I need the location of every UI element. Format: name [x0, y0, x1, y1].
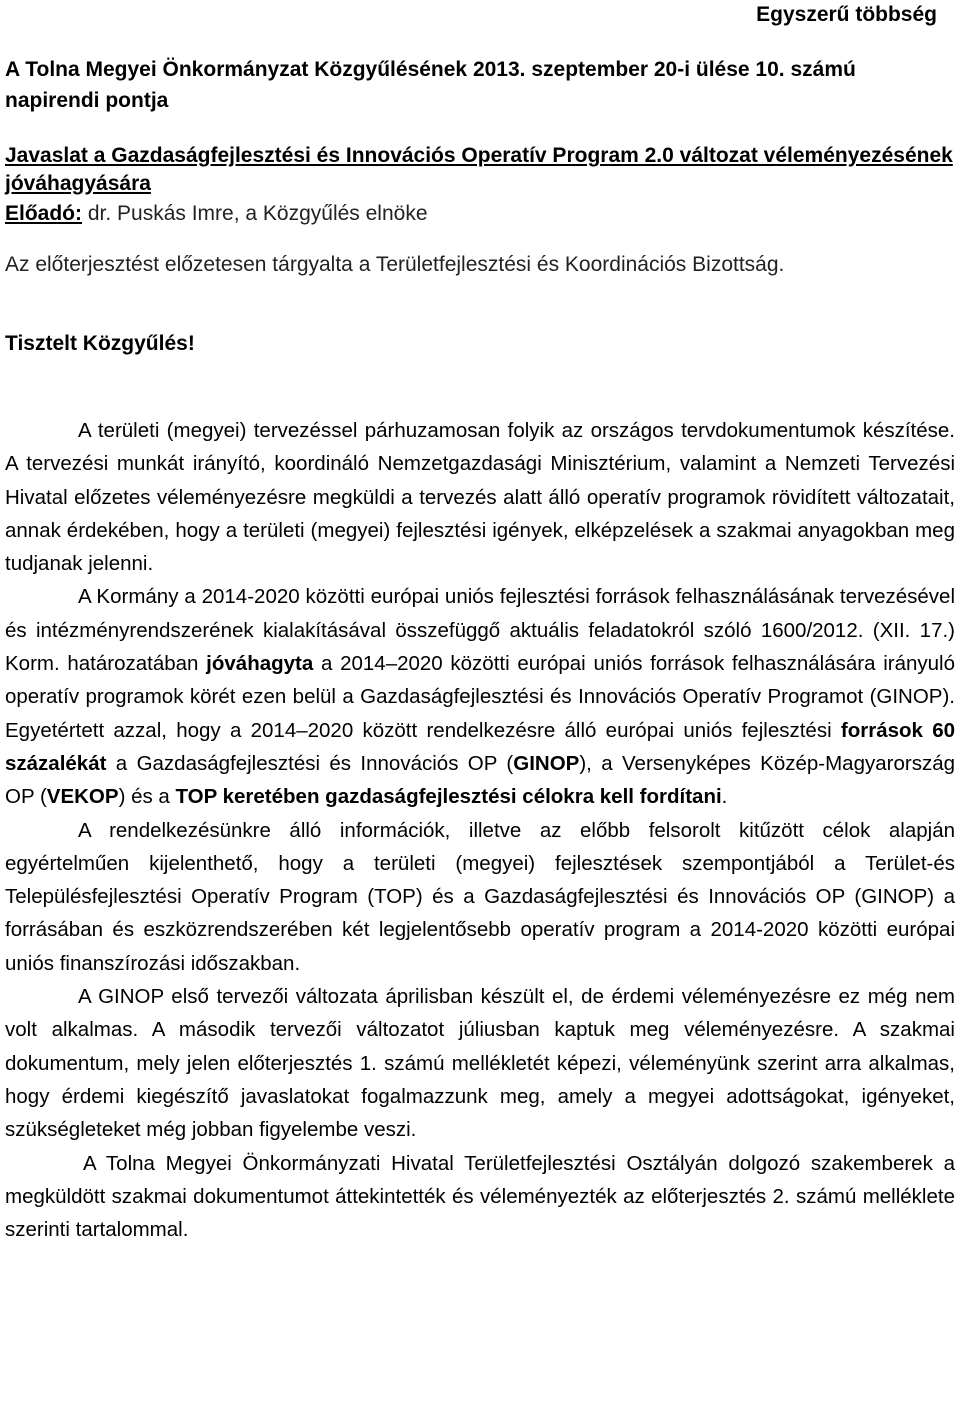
p2-text-c: a 2014–2020 közötti európai uniós források felhasználására irányuló operatív programok körét ezen belül a Gazdaságfejlesztési és Innovációs Operatív Programot (GINOP). Egyetértett azzal, hogy a 2014–2020 között rendelkezésre álló európai uniós fejlesztési — [5, 652, 955, 742]
p2-text-a: A Kormány a 2014-2020 közötti európai uniós fejlesztési források felhasználásának tervezésével és intézményrendszerének kialakításával összefüggő aktuális feladatokról szóló 1600/2012. (XII. 17.) Korm. határozatában — [5, 585, 955, 676]
p2-text-e: a Gazdaságfejlesztési és Innovációs OP ( — [106, 751, 514, 775]
p2-text-k: . — [721, 785, 728, 809]
p2-bold-approved: jóváhagyta — [206, 652, 314, 676]
presenter-name: dr. Puskás Imre, a Közgyűlés elnöke — [87, 202, 428, 225]
p2-bold-vekop: VEKOP — [46, 785, 119, 809]
body-text — [5, 414, 955, 1246]
p2-text-g: ), a Versenyképes Közép-Magyarország OP ( — [5, 751, 955, 809]
salutation: Tisztelt Közgyűlés! — [5, 332, 195, 355]
proposal-title: Javaslat a Gazdaságfejlesztési és Innovációs Operatív Program 2.0 változat véleményezésének jóváhagyására — [5, 144, 953, 195]
paragraph-5: A Tolna Megyei Önkormányzati Hivatal Területfejlesztési Osztályán dolgozó szakemberek a megküldött szakmai dokumentumot áttekintették és véleményezték az előterjesztés 2. számú melléklete szerinti tartalommal. — [5, 1151, 955, 1242]
presenter-label: Előadó: — [5, 202, 82, 225]
voting-majority-label: Egyszerű többség — [756, 3, 937, 26]
p2-bold-sources: források 60 százalékát — [5, 718, 956, 775]
meeting-title: A Tolna Megyei Önkormányzat Közgyűlésének 2013. szeptember 20-i ülése 10. számú napirendi pontja — [5, 58, 856, 112]
paragraph-1: A területi (megyei) tervezéssel párhuzamosan folyik az országos tervdokumentumok készítése. A tervezési munkát irányító, koordináló Nemzetgazdasági Minisztérium, valamint a Nemzeti Tervezési Hivatal előzetes véleményezésre megküldi a tervezés alatt álló operatív programok rövidített változatait, annak érdekében, hogy a területi (megyei) fejlesztési igények, elképzelések a szakmai anyagokban meg tudjanak jelenni. — [5, 419, 955, 576]
p2-text-i: ) és a — [118, 785, 176, 809]
paragraph-3: A rendelkezésünkre álló információk, illetve az előbb felsorolt kitűzött célok alapján egyértelműen kijelenthető, hogy a területi (megyei) fejlesztések szempontjából a Terület-és Településfejlesztési Operatív Program (TOP) és a Gazdaságfejlesztési és Innovációs OP (GINOP) a forrásában és eszközrendszerében két legjelentősebb operatív program a 2014-2020 közötti európai uniós finanszírozási időszakban. — [5, 818, 955, 975]
committee-note: Az előterjesztést előzetesen tárgyalta a Területfejlesztési és Koordinációs Bizottság. — [5, 253, 785, 276]
paragraph-2 — [5, 580, 955, 813]
paragraph-4: A GINOP első tervezői változata áprilisban készült el, de érdemi véleményezésre ez még nem volt alkalmas. A második tervezői változatot júliusban kaptuk meg véleményezésre. A szakmai dokumentum, mely jelen előterjesztés 1. számú mellékletét képezi, véleményünk szerint arra alkalmas, hogy érdemi kiegészítő javaslatokat fogalmazzunk meg, amely a megyei adottságokat, igényeket, szükségleteket még jobban figyelembe veszi. — [5, 985, 955, 1142]
p2-bold-top: TOP keretében gazdaságfejlesztési célokra kell fordítani — [175, 785, 722, 809]
presenter-line — [5, 200, 428, 228]
p2-bold-ginop: GINOP — [513, 751, 580, 775]
